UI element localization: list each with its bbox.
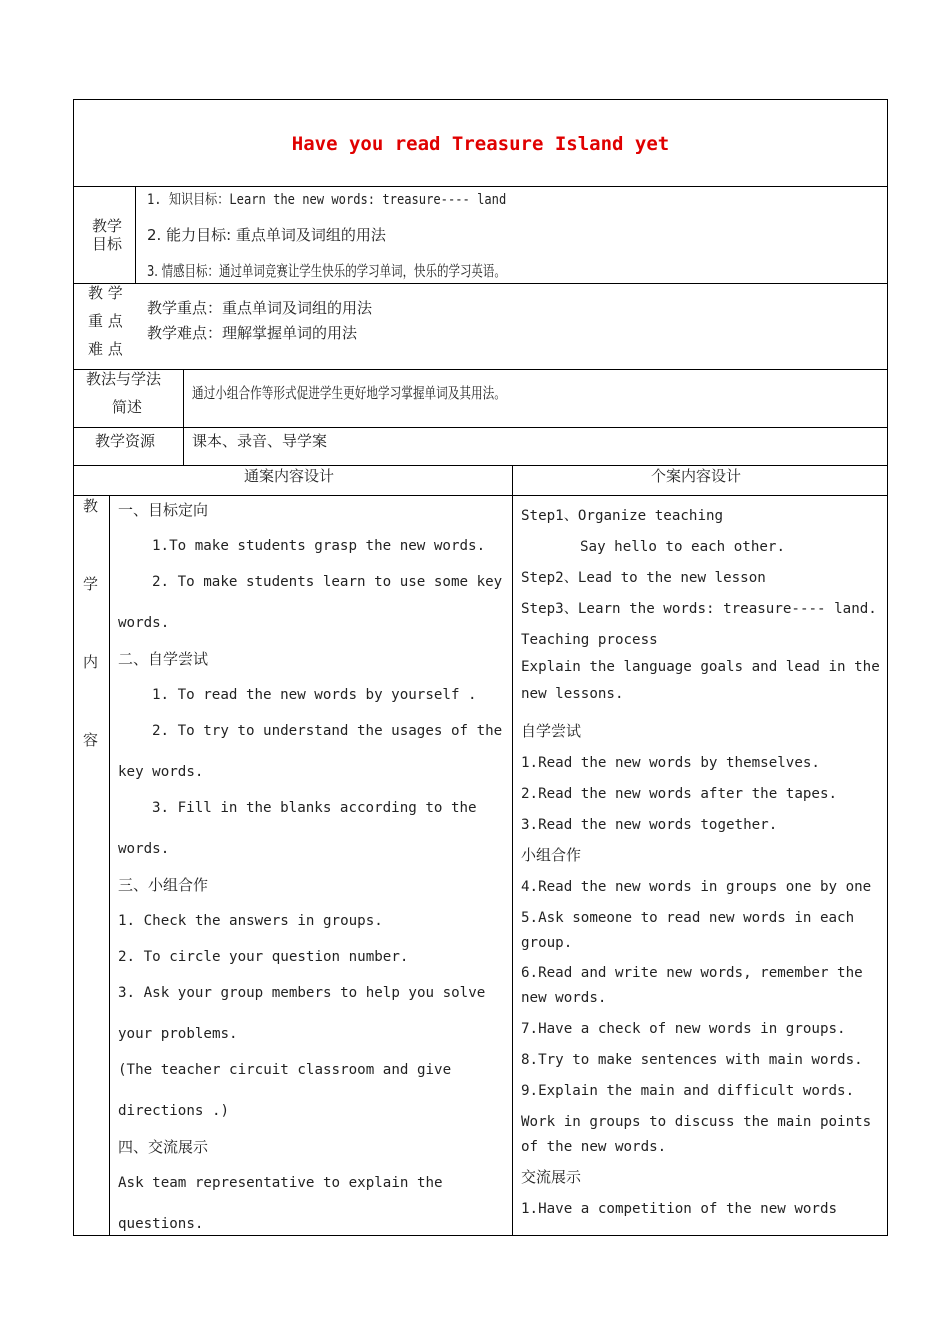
section-heading: 一、目标定向 (118, 501, 209, 519)
section-heading: 三、小组合作 (118, 876, 209, 894)
header-general: 通案内容设计 (244, 467, 335, 485)
list-item: 1.To make students grasp the new words. (152, 538, 486, 554)
goal-item-3: 3. 情感目标：通过单词竞赛让学生快乐的学习单词，快乐的学习英语。 (147, 262, 506, 280)
list-item: new lessons. (521, 686, 624, 702)
list-item: Step2、Lead to the new lesson (521, 570, 766, 586)
goals-label-1: 教学 (92, 217, 123, 235)
list-item: 2. To make students learn to use some key (152, 574, 503, 590)
list-item: 2. To try to understand the usages of the (152, 723, 503, 739)
resources-label: 教学资源 (95, 432, 156, 450)
keypoints-label-3: 难 点 (88, 340, 123, 358)
side-label-2: 学 (83, 575, 99, 593)
list-item: 2.Read the new words after the tapes. (521, 786, 838, 802)
resources-text: 课本、录音、导学案 (192, 432, 328, 450)
list-item: new words. (521, 990, 607, 1006)
list-item: 7.Have a check of new words in groups. (521, 1021, 846, 1037)
list-item: 1. To read the new words by yourself . (152, 687, 477, 703)
list-item: 1.Have a competition of the new words (521, 1201, 838, 1217)
list-item: Step3、Learn the words: treasure---- land. (521, 601, 877, 617)
list-item: Teaching process (521, 632, 658, 648)
page-title: Have you read Treasure Island yet (291, 133, 670, 155)
list-item: Ask team representative to explain the (118, 1175, 443, 1191)
list-item: (The teacher circuit classroom and give (118, 1062, 452, 1078)
keypoint-focus: 教学重点：重点单词及词组的用法 (147, 299, 373, 317)
section-heading: 交流展示 (521, 1168, 582, 1186)
section-heading: 小组合作 (521, 846, 582, 864)
header-individual: 个案内容设计 (651, 467, 742, 485)
list-item: 5.Ask someone to read new words in each (521, 910, 855, 926)
goals-label-2: 目标 (92, 235, 123, 253)
methods-label-1: 教法与学法 (86, 370, 162, 388)
list-item: 9.Explain the main and difficult words. (521, 1083, 855, 1099)
section-heading: 二、自学尝试 (118, 650, 209, 668)
side-label-3: 内 (83, 653, 99, 671)
list-item: questions. (118, 1216, 204, 1232)
list-item: words. (118, 615, 170, 631)
section-heading: 四、交流展示 (118, 1138, 209, 1156)
list-item: directions .) (118, 1103, 230, 1119)
list-item: 1.Read the new words by themselves. (521, 755, 820, 771)
goal-item-2: 2. 能力目标: 重点单词及词组的用法 (147, 226, 386, 244)
list-item: of the new words. (521, 1139, 667, 1155)
list-item: your problems. (118, 1026, 238, 1042)
list-item: Work in groups to discuss the main points (521, 1114, 872, 1130)
list-item: 4.Read the new words in groups one by one (521, 879, 872, 895)
list-item: 1. Check the answers in groups. (118, 913, 383, 929)
keypoint-difficulty: 教学难点：理解掌握单词的用法 (147, 324, 358, 342)
list-item: 2. To circle your question number. (118, 949, 409, 965)
side-label-4: 容 (83, 731, 99, 749)
list-item: key words. (118, 764, 204, 780)
list-item: Explain the language goals and lead in the (521, 659, 880, 675)
list-item: 3. Fill in the blanks according to the (152, 800, 477, 816)
list-item: 8.Try to make sentences with main words. (521, 1052, 863, 1068)
methods-label-2: 简述 (112, 398, 143, 416)
goal-item-1: 1. 知识目标：Learn the new words: treasure---- land (147, 192, 507, 208)
methods-text: 通过小组合作等形式促进学生更好地学习掌握单词及其用法。 (192, 384, 506, 402)
list-item: group. (521, 935, 573, 951)
list-item: Step1、Organize teaching (521, 508, 724, 524)
side-label-1: 教 (83, 497, 99, 515)
list-item: Say hello to each other. (580, 539, 785, 555)
list-item: 3. Ask your group members to help you solve (118, 985, 486, 1001)
keypoints-label-2: 重 点 (88, 312, 123, 330)
list-item: 6.Read and write new words, remember the (521, 965, 863, 981)
list-item: 3.Read the new words together. (521, 817, 778, 833)
section-heading: 自学尝试 (521, 722, 582, 740)
keypoints-label-1: 教 学 (88, 284, 123, 302)
list-item: words. (118, 841, 170, 857)
